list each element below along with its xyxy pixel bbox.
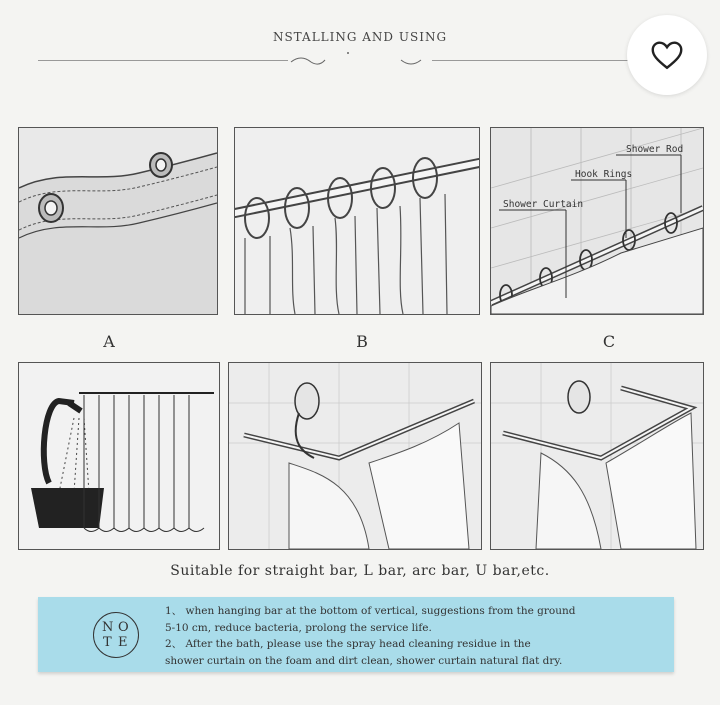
favorite-button[interactable]: [627, 15, 707, 95]
note-box: [38, 597, 674, 672]
note-badge-letter: O: [118, 620, 129, 635]
title-ornament: [286, 50, 436, 70]
note-badge-letter: T: [103, 635, 112, 650]
panel-label-a: A: [103, 332, 115, 351]
suitable-bars-caption: Suitable for straight bar, L bar, arc bar, U bar,etc.: [170, 563, 550, 579]
callout-shower-rod: Shower Rod: [626, 144, 684, 155]
note-line-1: 1、 when hanging bar at the bottom of vertical, suggestions from the ground: [165, 605, 576, 617]
panel-b-rings-illustration: [234, 127, 480, 315]
panel-straight-bar-illustration: [18, 362, 220, 550]
callout-hook-rings: Hook Rings: [575, 169, 633, 180]
note-line-3: 2、 After the bath, please use the spray head cleaning residue in the: [165, 638, 531, 650]
panel-l-bar-illustration: [228, 362, 482, 550]
note-badge-letter: E: [118, 635, 128, 650]
note-line-4: shower curtain on the foam and dirt clean, shower curtain natural flat dry.: [165, 654, 563, 667]
title-divider-left: [38, 60, 288, 61]
panel-c-labeled-illustration: [490, 127, 704, 315]
note-badge-letter: N: [102, 620, 114, 635]
callout-shower-curtain: Shower Curtain: [503, 199, 584, 210]
panel-label-b: B: [356, 332, 368, 351]
note-line-2: 5-10 cm, reduce bacteria, prolong the service life.: [165, 621, 432, 634]
heart-icon: [649, 37, 685, 73]
note-badge: [93, 612, 139, 658]
panel-label-c: C: [602, 332, 616, 351]
panel-u-bar-illustration: [490, 362, 704, 550]
panel-a-grommet-illustration: [18, 127, 218, 315]
page-title: NSTALLING AND USING: [272, 30, 448, 44]
note-text: [165, 603, 665, 669]
